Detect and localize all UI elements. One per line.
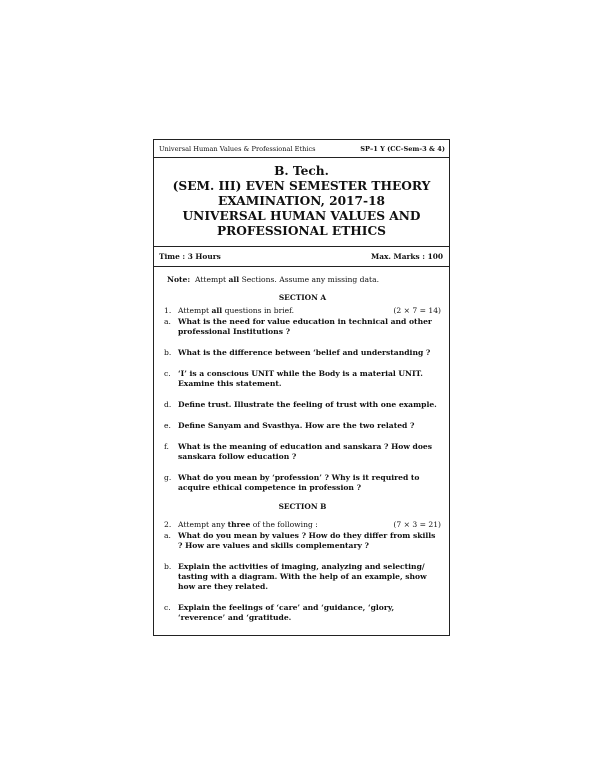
question-1-number: 1. [164,306,172,315]
question-2-number: 2. [164,520,172,529]
item-letter: c. [164,603,171,612]
item-text: Define trust. Illustrate the feeling of trust with one example. [178,400,437,409]
note [167,275,441,284]
question-2-instruction [178,520,318,529]
item-text: What is the need for value education in technical and other professional Institutions ? [178,317,432,336]
note-text [195,275,379,284]
note-label: Note: [167,275,191,284]
question-item [164,442,441,462]
item-text: Explain the activities of imaging, analyzing and selecting/ tasting with a diagram. With the help of an example, show how are they related. [178,562,427,591]
header-subject: Universal Human Values & Professional Ethics [159,145,316,153]
note-pre: Attempt [195,275,229,284]
question-2 [164,520,441,529]
exam-title-block [154,158,449,247]
question-item [164,317,441,337]
item-letter: e. [164,421,171,430]
question-2-marks: (7 × 3 = 21) [393,520,441,529]
question-1-instruction [178,306,294,315]
note-post: Sections. Assume any missing data. [239,275,380,284]
q2-pre: Attempt any [178,520,228,529]
question-item [164,421,441,431]
exam-page [153,139,450,636]
item-letter: d. [164,400,172,409]
title-semester: (SEM. III) EVEN SEMESTER THEORY [172,179,431,193]
item-letter: c. [164,369,171,378]
question-item [164,473,441,493]
item-text: What is the difference between ‘belief and understanding ? [178,348,431,357]
item-letter: f. [164,442,169,451]
question-item [164,400,441,410]
section-a-title: SECTION A [278,293,327,302]
exam-body [154,267,449,623]
title-subject-2: PROFESSIONAL ETHICS [217,224,386,238]
item-letter: b. [164,348,172,357]
exam-meta [154,247,449,267]
item-letter: b. [164,562,172,571]
question-1-marks: (2 × 7 = 14) [393,306,441,315]
item-letter: a. [164,317,171,326]
q1-bold: all [211,306,223,315]
question-item [164,562,441,592]
q1-pre: Attempt [178,306,212,315]
q2-bold: three [227,520,251,529]
time-allowed: Time : 3 Hours [159,252,221,261]
item-text: Define Sanyam and Svasthya. How are the two related ? [178,421,415,430]
q2-post: of the following : [250,520,318,529]
item-text: What is the meaning of education and sanskara ? How does sanskara follow education ? [178,442,433,461]
question-1 [164,306,441,315]
section-b-title: SECTION B [278,502,327,511]
header-code: SP–1 Y (CC-Sem-3 & 4) [360,145,445,153]
title-exam: EXAMINATION, 2017-18 [217,194,386,208]
max-marks: Max. Marks : 100 [371,252,443,261]
question-item [164,531,441,551]
note-bold: all [228,275,240,284]
item-text: ‘I’ is a conscious UNIT while the Body is a material UNIT. Examine this statement. [178,369,423,388]
item-text: What do you mean by values ? How do they differ from skills ? How are values and skills complementary ? [178,531,436,550]
title-subject-1: UNIVERSAL HUMAN VALUES AND [182,209,421,223]
question-item [164,603,441,623]
item-text: Explain the feelings of ‘care’ and ‘guidance, ‘glory, ‘reverence’ and ‘gratitude. [178,603,395,622]
q1-post: questions in brief. [222,306,295,315]
item-letter: a. [164,531,171,540]
item-text: What do you mean by ‘profession’ ? Why is it required to acquire ethical competence in profession ? [178,473,420,492]
question-item [164,369,441,389]
question-item [164,348,441,358]
running-header [154,140,449,158]
title-degree: B. Tech. [274,164,329,178]
item-letter: g. [164,473,172,482]
